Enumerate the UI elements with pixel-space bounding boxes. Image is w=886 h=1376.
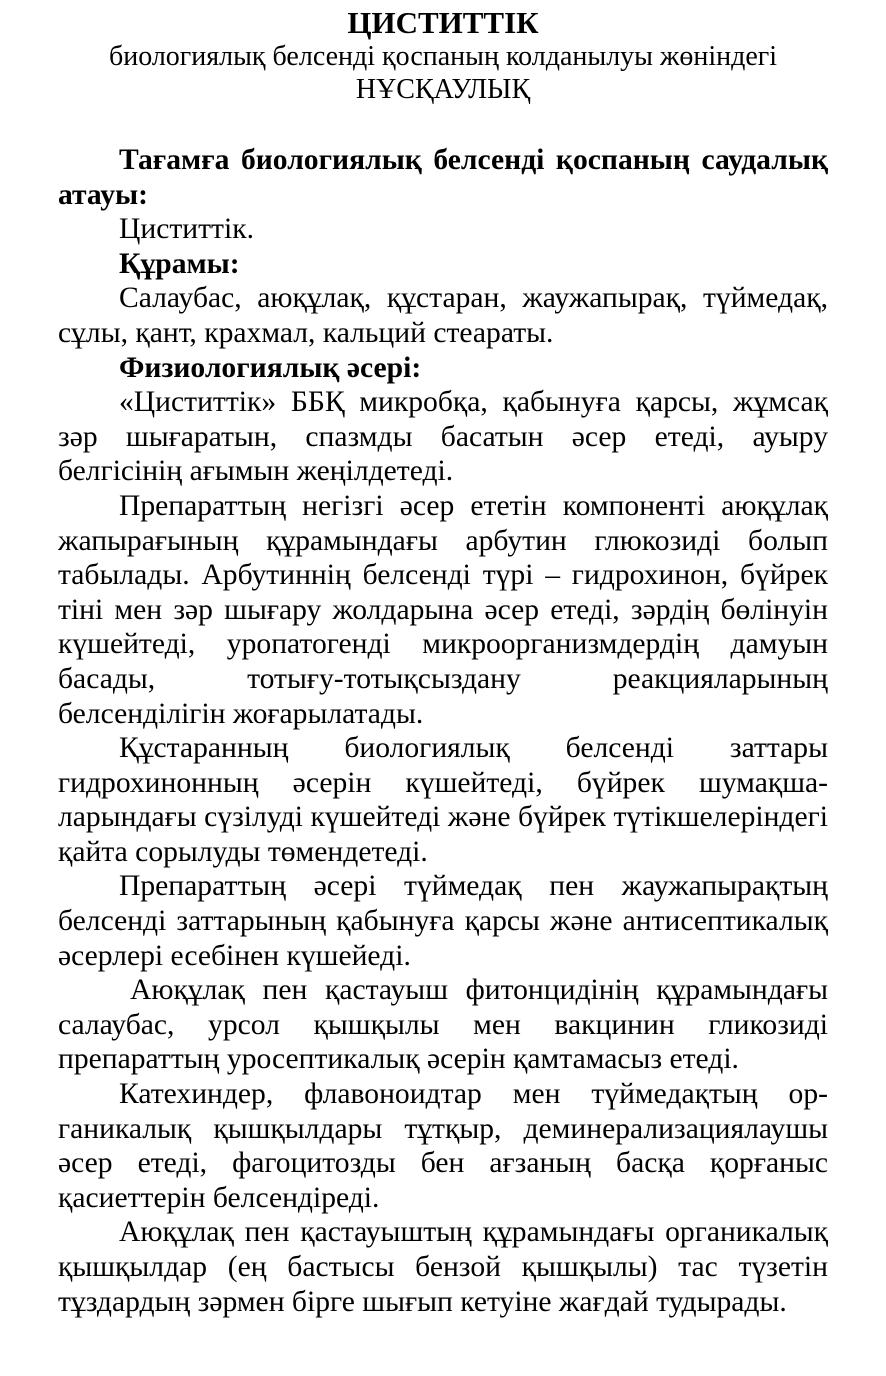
document-page <box>58 6 828 1319</box>
effect-paragraph: Құстаранның биологиялық белсенді заттары гидрохинонның әсерін күшейтеді, бүйрек шумақшаларындағы сүзілуді күшейтеді және бүйрек түтікшелеріндегі қайта сорылуды төмендетеді. <box>58 732 828 868</box>
effect-paragraph: Препараттың негізгі әсер ететін компоненті аюқұлақ жапырағының құрамындағы арбутин глюкозиді болып табылады. Арбутиннің белсенді түрі – гидрохинон, бүйрек тіні мен зәр шығару жолдарына әсер етеді, зәрдің бөлінуін күшейтеді, уропатогенді микроорганизмдердің дамуын басады, тотығу-тотықсыздану реакцияларының белсенділігін жоғарылатады. <box>58 489 828 730</box>
effect-paragraph: Катехиндер, флавоноидтар мен түймедақтың органикалық қышқылдары тұтқыр, деминерализациялаушы әсер етеді, фагоцитозды бен ағзаның басқа қорғаныс қасиеттерін белсендіреді. <box>58 1078 828 1214</box>
composition-heading: Құрамы: <box>119 247 240 280</box>
spacer <box>58 106 828 143</box>
composition-value: Салаубас, аюқұлақ, құстаран, жаужапырақ, түймедақ, сұлы, қант, крахмал, кальций стеараты. <box>58 282 828 349</box>
effect-paragraph: Аюқұлақ пен қастауыштың құрамындағы органикалық қышқылдар (ең бастысы бензой қышқылы) тас түзетін тұздардың зәрмен бірге шығып кетуіне жағдай тудырады. <box>58 1216 828 1318</box>
document-subtitle: биологиялық белсенді қоспаның колданылуы жөніндегі <box>108 41 778 72</box>
document-type: НҰСҚАУЛЫҚ <box>355 74 531 105</box>
effect-heading: Физиологиялық әсері: <box>119 351 422 384</box>
effect-paragraph: Аюқұлақ пен қастауыш фитонцидінің құрамындағы салаубас, урсол қышқылы мен вакцинин гликозиді препараттың уросептикалық әсерін қамтамасыз етеді. <box>58 974 828 1076</box>
trade-name-heading: Тағамға биологиялық белсенді қоспаның саудалық атауы: <box>58 144 828 211</box>
effect-paragraph: «Циститтік» ББҚ микробқа, қабынуға қарсы, жұмсақ зәр шығаратын, спазмды басатын әсер етеді, ауыру белгісінің ағымын жеңілдетеді. <box>58 386 828 488</box>
document-title: ЦИСТИТТІК <box>347 5 539 40</box>
effect-paragraph: Препараттың әсері түймедақ пен жаужапырақтың белсенді заттарының қабынуға қарсы және антисептикалық әсерлері есебінен күшейеді. <box>58 870 828 972</box>
trade-name-value: Циститтік. <box>119 213 254 246</box>
